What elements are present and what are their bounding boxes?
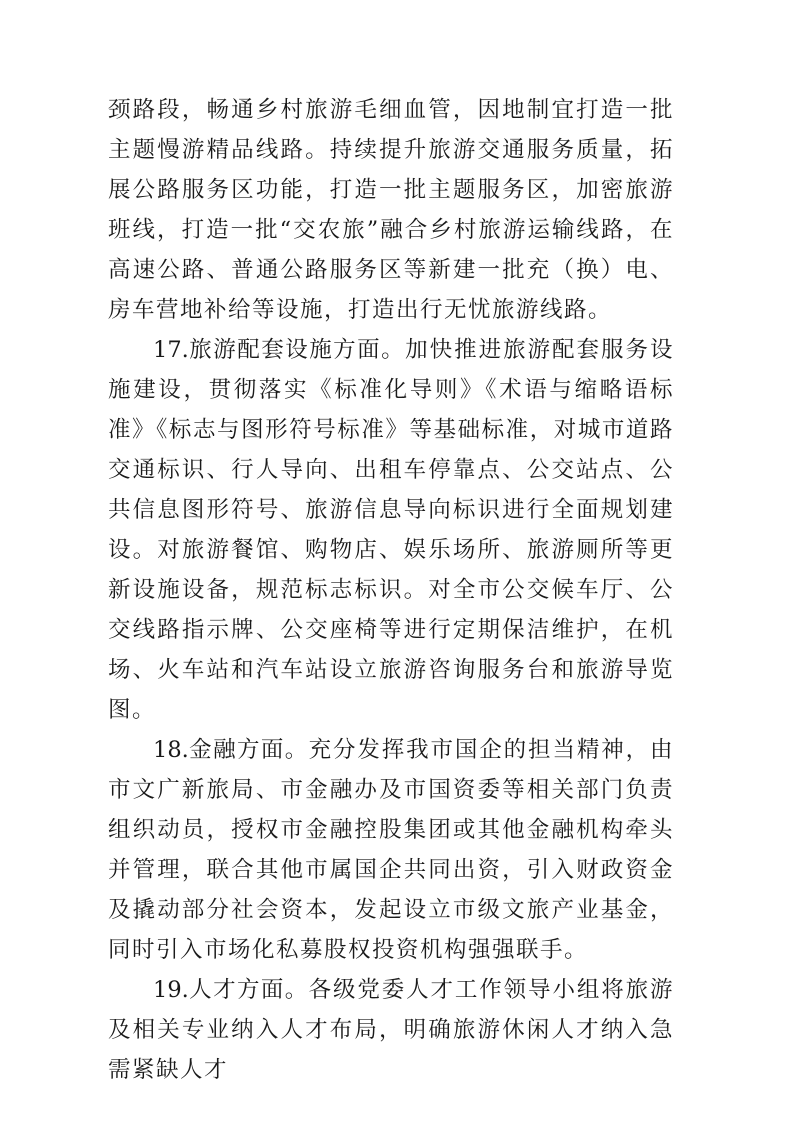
paragraph-continuation [108, 90, 674, 330]
paragraph-body: 颈路段，畅通乡村旅游毛细血管，因地制宜打造一批主题慢游精品线路。持续提升旅游交通服务质量，拓展公路服务区功能，打造一批主题服务区，加密旅游班线，打造一批“交农旅”融合乡村旅游运输线路，在高速公路、普通公路服务区等新建一批充（换）电、房车营地补给等设施，打造出行无忧旅游线路。 [108, 97, 674, 323]
paragraph-heading: 旅游配套设施方面。 [188, 337, 406, 363]
paragraph-number: 19. [153, 977, 189, 1003]
paragraph-body: 加快推进旅游配套服务设施建设，贯彻落实《标准化导则》《术语与缩略语标准》《标志与图形符号标准》等基础标准，对城市道路交通标识、行人导向、出租车停靠点、公交站点、公共信息图形符号、旅游信息导向标识进行全面规划建设。对旅游餐馆、购物店、娱乐场所、旅游厕所等更新设施设备，规范标志标识。对全市公交候车厅、公交线路指示牌、公交座椅等进行定期保洁维护，在机场、火车站和汽车站设立旅游咨询服务台和旅游导览图。 [108, 337, 674, 723]
paragraph-17-facilities [108, 330, 674, 730]
paragraph-heading: 金融方面。 [188, 737, 309, 763]
paragraph-body: 各级党委人才工作领导小组将旅游及相关专业纳入人才布局，明确旅游休闲人才纳入急需紧缺人才 [108, 977, 674, 1083]
paragraph-number: 18. [153, 737, 189, 763]
paragraph-body: 充分发挥我市国企的担当精神，由市文广新旅局、市金融办及市国资委等相关部门负责组织动员，授权市金融控股集团或其他金融机构牵头并管理，联合其他市属国企共同出资，引入财政资金及撬动部分社会资本，发起设立市级文旅产业基金，同时引入市场化私募股权投资机构强强联手。 [108, 737, 674, 963]
document-body [108, 90, 674, 1090]
paragraph-19-talent [108, 970, 674, 1090]
paragraph-heading: 人才方面。 [188, 977, 309, 1003]
paragraph-18-finance [108, 730, 674, 970]
paragraph-number: 17. [153, 337, 189, 363]
